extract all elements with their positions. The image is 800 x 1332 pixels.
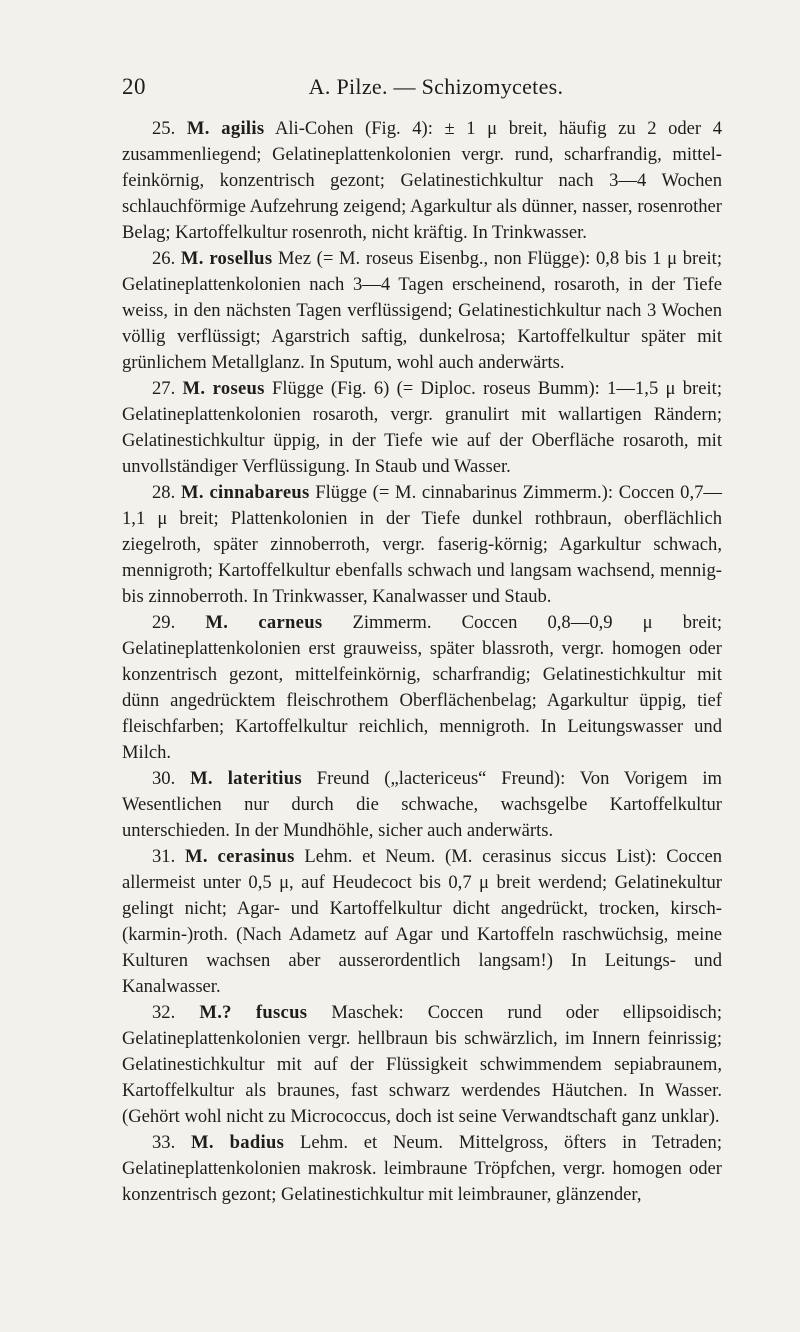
genus-abbrev: M. xyxy=(205,612,229,633)
entry-text: Freund („lactericeus“ Freund): Von Vorigem im Wesentlichen nur durch die schwache, wachsgelbe Kartoffelkultur unterschieden. In der Mundhöhle, sicher auch anderwärts. xyxy=(122,768,722,841)
species-entry-31 xyxy=(122,844,722,1000)
species-name: cerasinus xyxy=(217,846,295,867)
genus-abbrev: M.? xyxy=(199,1002,232,1023)
entry-number: 31. xyxy=(152,846,176,867)
entry-text: Lehm. et Neum. Mittelgross, öfters in Tetraden; Gelatineplattenkolonien makrosk. leimbraune Tröpfchen, vergr. homogen oder konzentrisch gezont; Gelatinestichkultur mit leimbrauner, glänzender, xyxy=(122,1132,722,1205)
species-name: fuscus xyxy=(255,1002,308,1023)
entry-number: 33. xyxy=(152,1132,176,1153)
entry-text: Flügge (Fig. 6) (= Diploc. roseus Bumm): 1—1,5 μ breit; Gelatineplattenkolonien rosaroth, vergr. granulirt mit wallartigen Rändern; Gelatinestichkultur üppig, in der Tiefe wie auf der Oberfläche rosaroth, mit unvollständiger Verflüssigung. In Staub und Wasser. xyxy=(122,378,722,477)
genus-abbrev: M. xyxy=(184,846,208,867)
entry-text: Mez (= M. roseus Eisenbg., non Flügge): 0,8 bis 1 μ breit; Gelatineplattenkolonien nach 3—4 Tagen erscheinend, rosaroth, in der Tiefe weiss, in den nächsten Tagen verflüssigend; Gelatinestichkultur nach 3 Wochen völlig verflüssigt; Agarstrich saftig, dunkelrosa; Kartoffelkultur später mit grünlichem Metallglanz. In Sputum, wohl auch anderwärts. xyxy=(122,248,722,373)
species-entry-27 xyxy=(122,376,722,480)
page-number: 20 xyxy=(122,74,146,99)
entry-number: 26. xyxy=(152,248,176,269)
species-entry-32 xyxy=(122,1000,722,1130)
genus-abbrev: M. xyxy=(186,118,210,139)
genus-abbrev: M. xyxy=(180,248,204,269)
genus-abbrev: M. xyxy=(182,378,206,399)
text-body xyxy=(122,116,722,1208)
entry-number: 25. xyxy=(152,118,176,139)
genus-abbrev: M. xyxy=(180,482,204,503)
species-name: badius xyxy=(229,1132,285,1153)
species-name: lateritius xyxy=(227,768,302,789)
species-name: cinnabareus xyxy=(209,482,310,503)
genus-abbrev: M. xyxy=(190,768,213,789)
species-name: carneus xyxy=(258,612,323,633)
genus-abbrev: M. xyxy=(191,1132,214,1153)
species-name: roseus xyxy=(212,378,265,399)
species-name: rosellus xyxy=(209,248,273,269)
entry-number: 32. xyxy=(152,1002,176,1023)
species-name: agilis xyxy=(221,118,265,139)
species-entry-33 xyxy=(122,1130,722,1208)
entry-number: 29. xyxy=(152,612,176,633)
running-title: A. Pilze. — Schizomycetes. xyxy=(308,74,564,99)
entry-number: 28. xyxy=(152,482,176,503)
species-entry-29 xyxy=(122,610,722,766)
species-entry-28 xyxy=(122,480,722,610)
entry-text: Ali-Cohen (Fig. 4): ± 1 μ breit, häufig zu 2 oder 4 zusammenliegend; Gelatineplattenkolonien vergr. rund, scharfrandig, mittel-feinkörnig, konzentrisch gezont; Gelatinestichkultur nach 3—4 Wochen schlauchförmige Aufzehrung zeigend; Agarkultur als dünner, nasser, rosenrother Belag; Kartoffelkultur rosenroth, nicht kräftig. In Trinkwasser. xyxy=(122,118,722,243)
species-entry-30 xyxy=(122,766,722,844)
entry-text: Maschek: Coccen rund oder ellipsoidisch; Gelatineplattenkolonien vergr. hellbraun bis schwärzlich, im Innern feinrissig; Gelatinestichkultur mit auf der Flüssigkeit schwimmendem sepiabraunem, Kartoffelkultur als braunes, fast schwarz werdendes Häutchen. In Wasser. (Gehört wohl nicht zu Micrococcus, doch ist seine Verwandtschaft ganz unklar). xyxy=(122,1002,722,1127)
page-header xyxy=(122,74,720,104)
entry-text: Zimmerm. Coccen 0,8—0,9 μ breit; Gelatineplattenkolonien erst grauweiss, später blassroth, vergr. homogen oder konzentrisch gezont, mittelfeinkörnig, scharfrandig; Gelatinestichkultur mit dünn angedrücktem fleischrothem Oberflächenbelag; Agarkultur üppig, tief fleischfarben; Kartoffelkultur reichlich, mennigroth. In Leitungswasser und Milch. xyxy=(122,612,722,763)
entry-number: 27. xyxy=(152,378,176,399)
species-entry-25 xyxy=(122,116,722,246)
entry-text: Flügge (= M. cinnabarinus Zimmerm.): Coccen 0,7—1,1 μ breit; Plattenkolonien in der Tiefe dunkel rothbraun, oberflächlich ziegelroth, später zinnoberroth, vergr. faserig-körnig; Agarkultur schwach, mennigroth; Kartoffelkultur ebenfalls schwach und langsam wachsend, mennig- bis zinnoberroth. In Trinkwasser, Kanalwasser und Staub. xyxy=(122,482,722,607)
species-entry-26 xyxy=(122,246,722,376)
entry-text: Lehm. et Neum. (M. cerasinus siccus List): Coccen allermeist unter 0,5 μ, auf Heudecoct bis 0,7 μ breit werdend; Gelatinekultur gelingt nicht; Agar- und Kartoffelkultur dicht angedrückt, trocken, kirsch- (karmin-)roth. (Nach Adametz auf Agar und Kartoffeln raschwüchsig, meine Kulturen wachsen aber ausserordentlich langsam!) In Leitungs- und Kanalwasser. xyxy=(122,846,722,997)
entry-number: 30. xyxy=(152,768,176,789)
